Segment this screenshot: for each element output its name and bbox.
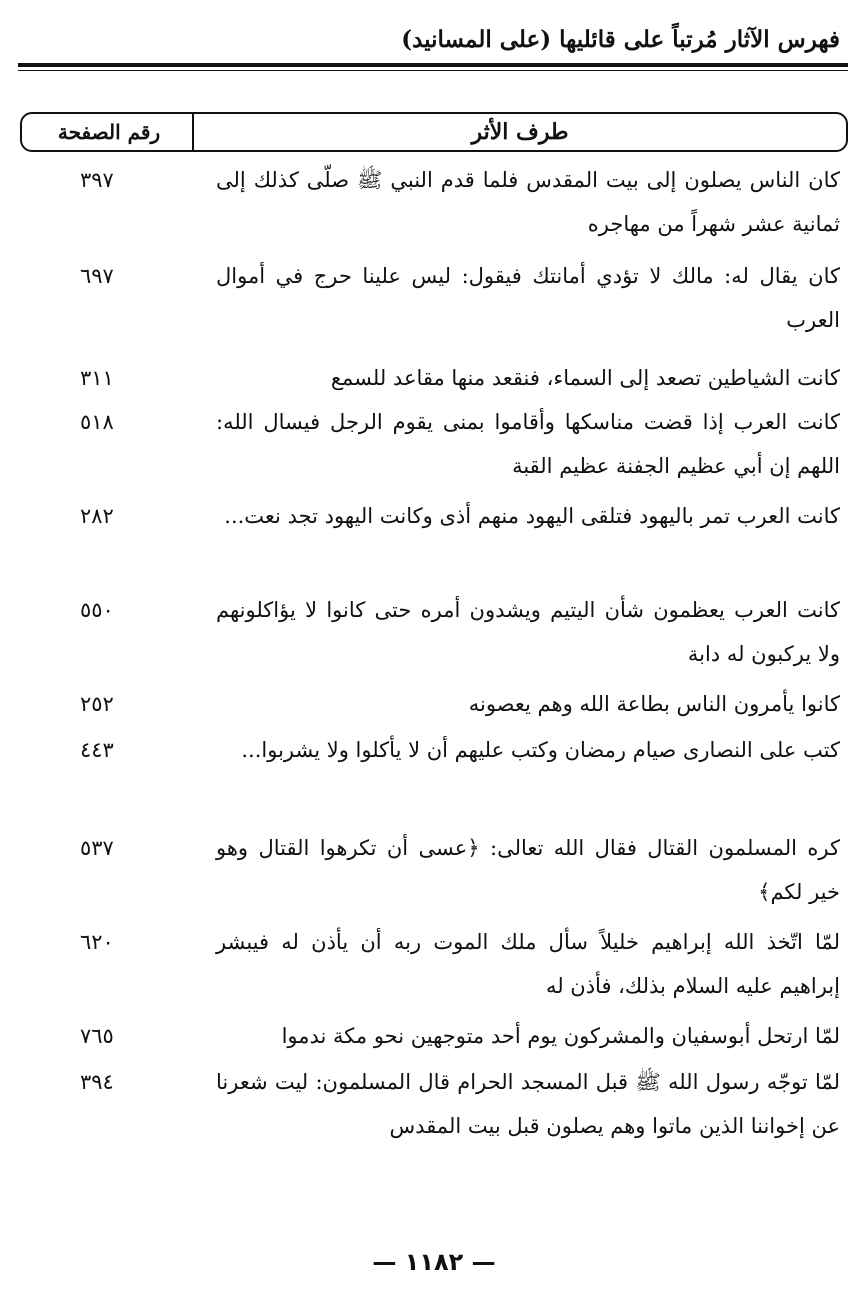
entry-text: كان يقال له: مالك لا تؤدي أمانتك فيقول: ليس علينا حرج في أموال العرب bbox=[216, 264, 840, 332]
entry-text: كره المسلمون القتال فقال الله تعالى: ﴿عسى أن تكرهوا القتال وهو خير لكم﴾ bbox=[216, 836, 840, 904]
entry-text: كانوا يأمرون الناس بطاعة الله وهم يعصونه bbox=[468, 692, 840, 716]
column-header-box bbox=[20, 112, 848, 152]
entry-text: لمّا اتّخذ الله إبراهيم خليلاً سأل ملك الموت ربه أن يأذن له فيبشر إبراهيم عليه السلام بذلك، فأذن له bbox=[216, 930, 840, 998]
entry-page-number: ٥٣٧ bbox=[80, 836, 114, 860]
entry-page-number: ٢٨٢ bbox=[80, 504, 114, 528]
page-number: — ١١٨٢ — bbox=[372, 1248, 496, 1276]
entry-page-number: ٧٦٥ bbox=[80, 1024, 114, 1048]
entry-page-number: ٤٤٣ bbox=[80, 738, 114, 762]
entry-page-number: ٢٥٢ bbox=[80, 692, 114, 716]
entry-page-number: ٦٢٠ bbox=[80, 930, 114, 954]
entry-text: كانت العرب إذا قضت مناسكها وأقاموا بمنى يقوم الرجل فيسال الله: اللهم إن أبي عظيم الجفنة عظيم القبة bbox=[216, 410, 840, 478]
entry-page-number: ٥٥٠ bbox=[80, 598, 114, 622]
entry-page-number: ٣٩٧ bbox=[80, 168, 114, 192]
entry-text: كانت العرب تمر باليهود فتلقى اليهود منهم أذى وكانت اليهود تجد نعت... bbox=[224, 504, 840, 528]
entry-page-number: ٥١٨ bbox=[80, 410, 114, 434]
column-header-page: رقم الصفحة bbox=[57, 120, 161, 144]
column-header-athar: طرف الأثر bbox=[192, 114, 846, 150]
entry-text: لمّا توجّه رسول الله ﷺ قبل المسجد الحرام قال المسلمون: ليت شعرنا عن إخواننا الذين ماتوا وهم يصلون قبل بيت المقدس bbox=[216, 1070, 840, 1138]
entry-text: كانت الشياطين تصعد إلى السماء، فنقعد منها مقاعد للسمع bbox=[330, 366, 840, 390]
header-rule-thin bbox=[18, 70, 848, 71]
entry-text: كان الناس يصلون إلى بيت المقدس فلما قدم النبي ﷺ صلّى كذلك إلى ثمانية عشر شهراً من مهاجره bbox=[216, 168, 840, 236]
entry-page-number: ٣٩٤ bbox=[80, 1070, 114, 1094]
entry-text: كتب على النصارى صيام رمضان وكتب عليهم أن لا يأكلوا ولا يشربوا... bbox=[241, 738, 840, 762]
entry-page-number: ٣١١ bbox=[80, 366, 114, 390]
entry-text: لمّا ارتحل أبوسفيان والمشركون يوم أحد متوجهين نحو مكة ندموا bbox=[281, 1024, 840, 1048]
header-rule bbox=[18, 63, 848, 67]
running-header: فهرس الآثار مُرتباً على قائليها (على المسانيد) bbox=[401, 26, 840, 53]
entry-page-number: ٦٩٧ bbox=[80, 264, 114, 288]
entry-text: كانت العرب يعظمون شأن اليتيم ويشدون أمره حتى كانوا لا يؤاكلونهم ولا يركبون له دابة bbox=[216, 598, 840, 666]
